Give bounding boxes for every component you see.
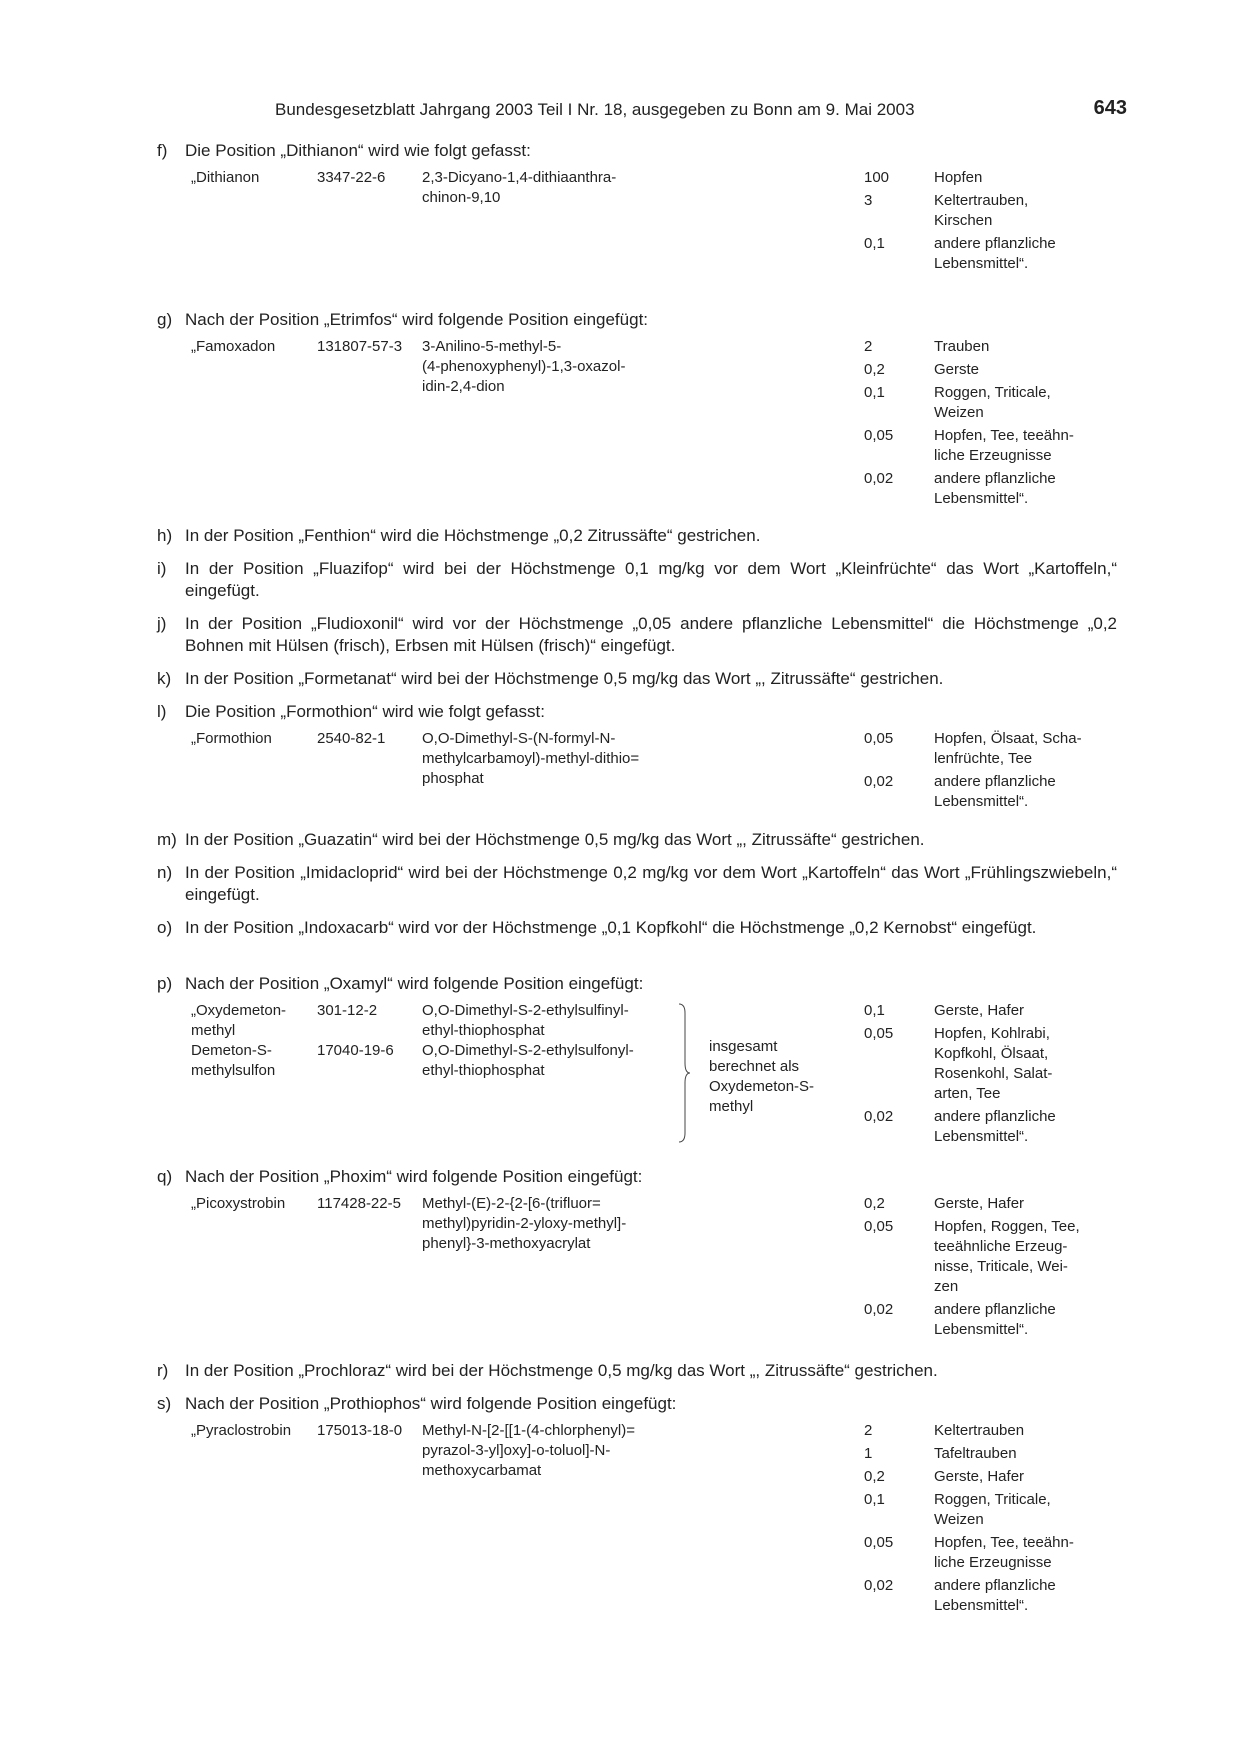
limit-row: 1 Tafeltrauben (864, 1445, 1017, 1462)
item-i (157, 558, 1117, 602)
item-marker: s) (157, 1394, 172, 1413)
entry-famoxadon (157, 337, 1117, 507)
item-o (157, 917, 1117, 939)
item-text: Die Position „Dithianon“ wird wie folgt gefasst: (185, 141, 531, 160)
item-text: In der Position „Fluazifop“ wird bei der Höchstmenge 0,1 mg/kg vor dem Wort „Kleinfrüchte“ das Wort „Kartoffeln,“ eingefügt. (185, 559, 1117, 600)
cas-number: 117428-22-5 (317, 1195, 401, 1212)
cas-number: 2540-82-1 (317, 730, 386, 747)
item-text: Nach der Position „Prothiophos“ wird folgende Position eingefügt: (185, 1394, 677, 1413)
item-f (157, 140, 1117, 162)
page-header (0, 97, 1240, 124)
limit-row: 100 Hopfen (864, 169, 983, 186)
limit-row: 0,1 Roggen, Triticale, Weizen (864, 1491, 1051, 1528)
substance-name: „Formothion (191, 730, 272, 747)
cas-number: 175013-18-0 (317, 1422, 403, 1439)
limit-row: 0,2 Gerste (864, 361, 980, 378)
item-marker: i) (157, 559, 167, 578)
item-marker: n) (157, 863, 173, 882)
limits-list (864, 337, 1124, 512)
item-j (157, 613, 1117, 657)
substance-name: „Picoxystrobin (191, 1195, 286, 1212)
item-text: In der Position „Formetanat“ wird bei der Höchstmenge 0,5 mg/kg das Wort „, Zitrussäfte“ gestrichen. (185, 669, 944, 688)
item-text: Nach der Position „Etrimfos“ wird folgende Position eingefügt: (185, 310, 649, 329)
item-n (157, 862, 1117, 906)
section-o (157, 917, 1117, 939)
section-l (157, 701, 1117, 819)
item-text: Nach der Position „Oxamyl“ wird folgende Position eingefügt: (185, 974, 644, 993)
section-n (157, 862, 1117, 906)
limits-list (864, 168, 1124, 277)
section-h (157, 525, 1117, 547)
item-marker: f) (157, 141, 168, 160)
chemical-name: Methyl-N-[2-[[1-(4-chlorphenyl)= pyrazol-3-yl]oxy]-o-toluol]-N- methoxycarbamat (422, 1422, 635, 1479)
limit-row: 0,02 andere pflanzliche Lebensmittel“. (864, 1577, 1056, 1614)
limit-row: 3 Keltertrauben, Kirschen (864, 192, 1029, 229)
item-text: In der Position „Fenthion“ wird die Höchstmenge „0,2 Zitrussäfte“ gestrichen. (185, 526, 761, 545)
entry-oxydemeton-methyl (157, 1001, 1117, 1151)
chemical-name: Methyl-(E)-2-{2-[6-(trifluor= methyl)pyridin-2-yloxy-methyl]- phenyl}-3-methoxyacrylat (422, 1195, 627, 1252)
item-p (157, 973, 1117, 995)
limits-list (864, 1421, 1124, 1619)
item-marker: r) (157, 1361, 169, 1380)
chemical-name: 2,3-Dicyano-1,4-dithiaanthra- chinon-9,10 (422, 169, 617, 206)
substance-name: „Oxydemeton- methyl Demeton-S- methylsulfon (191, 1002, 287, 1079)
section-r (157, 1360, 1117, 1382)
item-marker: q) (157, 1167, 173, 1186)
limit-row: 0,05 Hopfen, Roggen, Tee, teeähnliche Erzeug- nisse, Triticale, Wei- zen (864, 1218, 1080, 1295)
section-i (157, 558, 1117, 602)
item-k (157, 668, 1117, 690)
chemical-name: O,O-Dimethyl-S-(N-formyl-N- methylcarbamoyl)-methyl-dithio= phosphat (422, 730, 640, 787)
calculation-note: insgesamt berechnet als Oxydemeton-S- methyl (709, 1038, 815, 1115)
substance-name: „Dithianon (191, 169, 260, 186)
limit-row: 0,02 andere pflanzliche Lebensmittel“. (864, 470, 1056, 507)
item-marker: h) (157, 526, 173, 545)
limits-list (864, 1001, 1124, 1150)
chemical-name: O,O-Dimethyl-S-2-ethylsulfinyl- ethyl-thiophosphat O,O-Dimethyl-S-2-ethylsulfonyl- ethyl-thiophosphat (422, 1002, 634, 1079)
section-k (157, 668, 1117, 690)
section-p (157, 973, 1117, 1151)
limits-list (864, 729, 1124, 815)
item-text: In der Position „Indoxacarb“ wird vor der Höchstmenge „0,1 Kopfkohl“ die Höchstmenge „0,2 Kernobst“ eingefügt. (185, 918, 1037, 937)
item-text: In der Position „Prochloraz“ wird bei der Höchstmenge 0,5 mg/kg das Wort „, Zitrussäfte“ gestrichen. (185, 1361, 938, 1380)
item-marker: g) (157, 310, 173, 329)
entry-pyraclostrobin (157, 1421, 1117, 1621)
item-g (157, 309, 1117, 331)
item-marker: k) (157, 669, 172, 688)
section-g (157, 309, 1117, 507)
limit-row: 0,02 andere pflanzliche Lebensmittel“. (864, 773, 1056, 810)
header-title: Bundesgesetzblatt Jahrgang 2003 Teil I Nr. 18, ausgegeben zu Bonn am 9. Mai 2003 (275, 100, 915, 119)
limits-list (864, 1194, 1124, 1343)
entry-picoxystrobin (157, 1194, 1117, 1354)
item-text: In der Position „Imidacloprid“ wird bei der Höchstmenge 0,2 mg/kg vor dem Wort „Kartoffeln“ das Wort „Frühlingszwiebeln,“ eingefügt. (185, 863, 1117, 904)
substance-name: „Famoxadon (191, 338, 276, 355)
limit-row: 0,1 Gerste, Hafer (864, 1002, 1025, 1019)
section-q (157, 1166, 1117, 1354)
limit-row: 2 Keltertrauben (864, 1422, 1025, 1439)
limit-row: 0,05 Hopfen, Tee, teeähn- liche Erzeugnisse (864, 427, 1074, 464)
limit-row: 0,1 andere pflanzliche Lebensmittel“. (864, 235, 1056, 272)
item-l (157, 701, 1117, 723)
limit-row: 0,2 Gerste, Hafer (864, 1468, 1025, 1485)
page-number: 643 (1093, 97, 1127, 119)
limit-row: 0,2 Gerste, Hafer (864, 1195, 1025, 1212)
entry-formothion (157, 729, 1117, 819)
section-f (157, 140, 1117, 272)
section-m (157, 829, 1117, 851)
cas-number: 131807-57-3 (317, 338, 403, 355)
item-m (157, 829, 1117, 851)
entry-dithianon (157, 168, 1117, 272)
item-q (157, 1166, 1117, 1188)
cas-number: 3347-22-6 (317, 169, 386, 186)
limit-row: 0,02 andere pflanzliche Lebensmittel“. (864, 1108, 1056, 1145)
chemical-name: 3-Anilino-5-methyl-5- (4-phenoxyphenyl)-1,3-oxazol- idin-2,4-dion (422, 338, 626, 395)
section-j (157, 613, 1117, 657)
substance-name: „Pyraclostrobin (191, 1422, 292, 1439)
section-s (157, 1393, 1117, 1621)
item-marker: p) (157, 974, 173, 993)
limit-row: 0,05 Hopfen, Tee, teeähn- liche Erzeugnisse (864, 1534, 1074, 1571)
limit-row: 0,1 Roggen, Triticale, Weizen (864, 384, 1051, 421)
curly-brace-icon (677, 1003, 691, 1143)
item-text: Nach der Position „Phoxim“ wird folgende Position eingefügt: (185, 1167, 643, 1186)
item-text: In der Position „Guazatin“ wird bei der Höchstmenge 0,5 mg/kg das Wort „, Zitrussäfte“ gestrichen. (185, 830, 925, 849)
item-marker: m) (157, 830, 177, 849)
item-marker: j) (157, 614, 167, 633)
item-marker: o) (157, 918, 173, 937)
cas-number: 301-12-2 17040-19-6 (317, 1002, 394, 1059)
item-marker: l) (157, 702, 167, 721)
limit-row: 0,05 Hopfen, Kohlrabi, Kopfkohl, Ölsaat, Rosenkohl, Salat- arten, Tee (864, 1025, 1053, 1102)
item-h (157, 525, 1117, 547)
item-text: In der Position „Fludioxonil“ wird vor der Höchstmenge „0,05 andere pflanzliche Lebensmittel“ die Höchstmenge „0,2 Bohnen mit Hülsen (frisch), Erbsen mit Hülsen (frisch)“ eingefügt. (185, 614, 1117, 655)
item-s (157, 1393, 1117, 1415)
limit-row: 0,05 Hopfen, Ölsaat, Scha- lenfrüchte, Tee (864, 730, 1082, 767)
limit-row: 2 Trauben (864, 338, 990, 355)
item-text: Die Position „Formothion“ wird wie folgt gefasst: (185, 702, 545, 721)
limit-row: 0,02 andere pflanzliche Lebensmittel“. (864, 1301, 1056, 1338)
item-r (157, 1360, 1117, 1382)
